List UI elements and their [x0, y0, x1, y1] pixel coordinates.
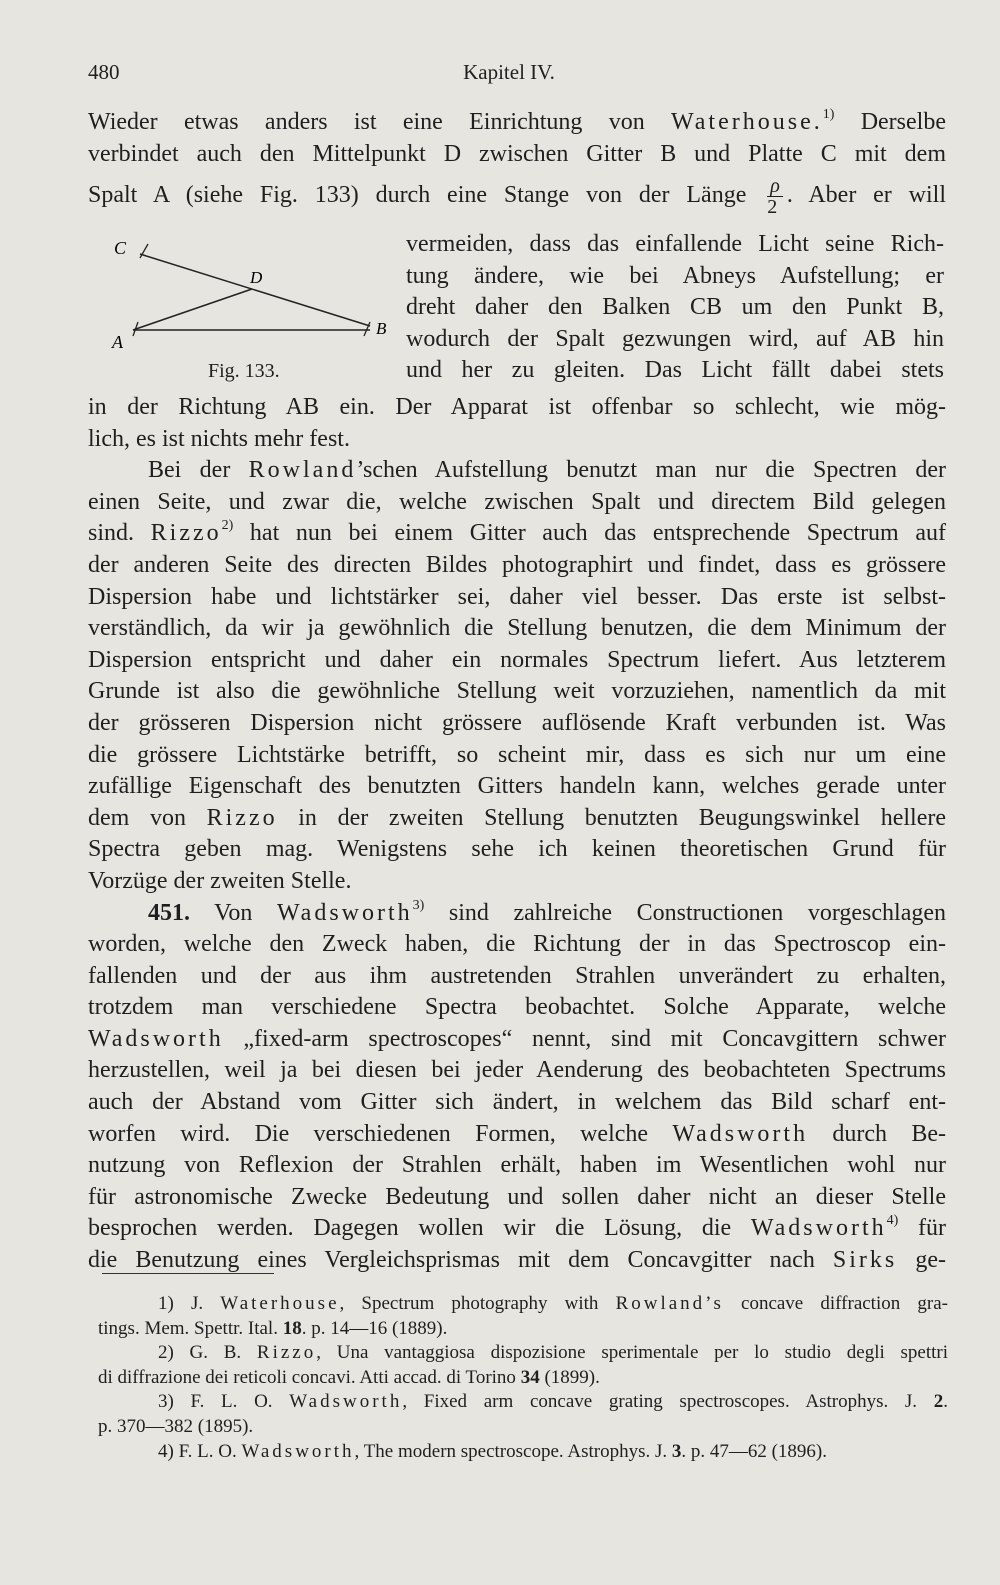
- footnote-3: 3) F. L. O. Wadsworth, Fixed arm concave grating spectroscopes. Astrophys. J. 2. p. 370—382 (1895).: [98, 1391, 949, 1437]
- text-line: besprochen werden. Dagegen wollen wir die Lösung, die Wadsworth$^{4)}$ für: [88, 1213, 946, 1242]
- text-line: die Benutzung eines Vergleichsprismas mit dem Concavgitter nach Sirks ge-: [88, 1247, 946, 1274]
- text-line: Wieder etwas anders ist eine Einrichtung von Waterhouse.$^{1)}$ Derselbe: [88, 107, 946, 135]
- footnotes: [98, 1292, 948, 1464]
- label-b: B: [376, 319, 387, 338]
- opening-paragraph: [88, 107, 946, 217]
- text-line: tung ändere, wie bei Abneys Aufstellung; er: [406, 262, 944, 289]
- fraction-rho-over-2: $\frac{\rho}{2}$: [767, 176, 783, 217]
- text-line: verständlich, da wir ja gewöhnlich die Stellung benutzen, die dem Minimum der: [88, 615, 946, 642]
- text-line: für astronomische Zwecke Bedeutung und sollen daher nicht an dieser Stelle: [88, 1183, 946, 1210]
- text-line: und her zu gleiten. Das Licht fällt dabei stets: [406, 357, 944, 384]
- running-head: Kapitel IV.: [463, 60, 555, 84]
- figure-133-diagram: [100, 236, 400, 356]
- text-line: fallenden und der aus ihm austretenden Strahlen unverändert zu erhalten,: [88, 962, 946, 989]
- text-line: vermeiden, dass das einfallende Licht seine Rich-: [406, 231, 944, 257]
- text-line: in der Richtung AB ein. Der Apparat ist offenbar so schlecht, wie mög-: [88, 394, 946, 420]
- text-line: dem von Rizzo in der zweiten Stellung benutzten Beugungswinkel hellere: [88, 804, 946, 831]
- text-line: zufällige Eigenschaft des benutzten Gitters handeln kann, welches gerade unter: [88, 773, 946, 800]
- text-line: verbindet auch den Mittelpunkt D zwischen Gitter B und Platte C mit dem: [88, 140, 946, 167]
- text-line: nutzung von Reflexion der Strahlen erhält, haben im Wesentlichen wohl nur: [88, 1152, 946, 1179]
- text-line: trotzdem man verschiedene Spectra beobachtet. Solche Apparate, welche: [88, 994, 946, 1021]
- text-beside-figure: [406, 229, 944, 387]
- footnote-divider: [102, 1273, 274, 1274]
- footnote-4: 4) F. L. O. Wadsworth, The modern spectroscope. Astrophys. J. 3. p. 47—62 (1896).: [158, 1440, 828, 1462]
- page-header: [88, 60, 930, 90]
- text-line: Spalt A (siehe Fig. 133) durch eine Stange von der Länge $\frac{\rho}{2}$ . Aber er will: [88, 175, 946, 219]
- text-line: Spectra geben mag. Wenigstens sehe ich keinen theoretischen Grund für: [88, 836, 946, 863]
- text-line: sind. Rizzo$^{2)}$ hat nun bei einem Gitter auch das entsprechende Spectrum auf: [88, 518, 946, 547]
- text-line: lich, es ist nichts mehr fest.: [88, 425, 350, 452]
- section-number: 451.: [148, 899, 190, 926]
- text-line: Wadsworth „fixed-arm spectroscopes“ nennt, sind mit Concavgittern schwer: [88, 1025, 946, 1052]
- text-line: Vorzüge der zweiten Stelle.: [88, 867, 352, 894]
- text-line: Grunde ist also die gewöhnliche Stellung weit vorzuziehen, namentlich da mit: [88, 678, 946, 705]
- label-d: D: [250, 268, 263, 287]
- main-text: [88, 392, 946, 1277]
- text-line: wodurch der Spalt gezwungen wird, auf AB hin: [406, 325, 944, 352]
- text-line: einen Seite, und zwar die, welche zwischen Spalt und directem Bild gelegen: [88, 488, 946, 515]
- figure-caption: Fig. 133.: [208, 360, 280, 382]
- label-a: A: [112, 332, 123, 352]
- text-line: dreht daher den Balken CB um den Punkt B,: [406, 294, 944, 321]
- text-line: der grösseren Dispersion nicht grössere auflösende Kraft verbunden ist. Was: [88, 709, 946, 736]
- text-line: worden, welche den Zweck haben, die Richtung der in das Spectroscop ein-: [88, 931, 946, 958]
- text-line: Dispersion habe und lichtstärker sei, daher viel besser. Das erste ist selbst-: [88, 583, 946, 610]
- text-line: Dispersion entspricht und daher ein normales Spectrum liefert. Aus letzterem: [88, 646, 946, 673]
- text-line: Bei der Rowland’schen Aufstellung benutzt man nur die Spectren der: [148, 457, 946, 484]
- footnote-2: 2) G. B. Rizzo, Una vantaggiosa dispozisione sperimentale per lo studio degli spettri di diffrazione dei reticoli concavi. Atti accad. di Torino 34 (1899).: [98, 1342, 948, 1388]
- page-number: 480: [88, 60, 120, 84]
- label-c: C: [114, 238, 127, 258]
- text-line: worfen wird. Die verschiedenen Formen, welche Wadsworth durch Be-: [88, 1120, 946, 1147]
- footnote-1: 1) J. Waterhouse, Spectrum photography with Rowland’s concave diffraction gra- tings. Mem. Spettr. Ital. 18. p. 14—16 (1889).: [98, 1293, 948, 1339]
- section-451-start: 451. Von Wadsworth$^{3)}$ sind zahlreiche Constructionen vorgeschlagen: [148, 897, 946, 926]
- text-line: herzustellen, weil ja bei diesen bei jeder Aenderung des beobachteten Spectrums: [88, 1057, 946, 1084]
- figure-133: [100, 236, 400, 386]
- text-line: auch der Abstand vom Gitter sich ändert, in welchem das Bild scharf ent-: [88, 1089, 946, 1116]
- text-line: der anderen Seite des directen Bildes photographirt und findet, dass es grössere: [88, 551, 946, 578]
- text-line: die grössere Lichtstärke betrifft, so scheint mir, dass es sich nur um eine: [88, 741, 946, 768]
